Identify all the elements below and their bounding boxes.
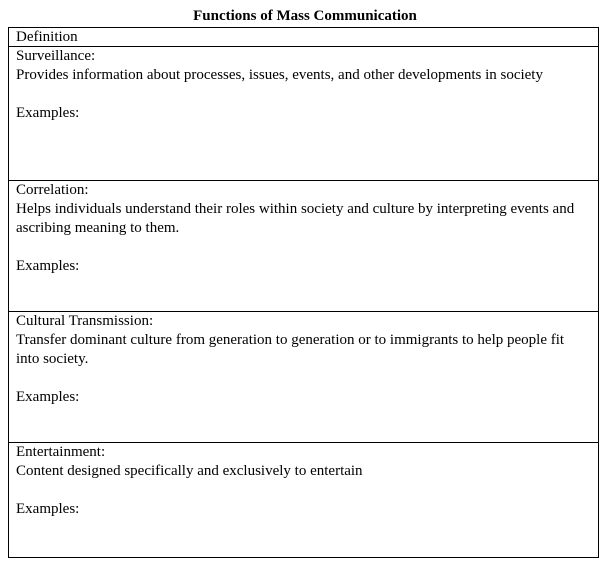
function-description: Helps individuals understand their roles within society and culture by interpreting events and ascribing meaning to them. (16, 201, 575, 236)
examples-label: Examples: (16, 501, 80, 517)
function-description: Transfer dominant culture from generation to generation or to immigrants to help people fit into society. (16, 332, 565, 367)
definition-header: Definition (16, 29, 78, 45)
function-description: Content designed specifically and exclusively to entertain (16, 463, 363, 479)
function-label: Cultural Transmission: (16, 313, 154, 329)
function-description: Provides information about processes, issues, events, and other developments in society (16, 67, 543, 83)
examples-label: Examples: (16, 105, 80, 121)
page-title: Functions of Mass Communication (193, 8, 417, 24)
table-header-row (9, 28, 598, 46)
function-row-correlation (9, 180, 598, 311)
function-label: Correlation: (16, 182, 89, 198)
function-row-entertainment (9, 442, 598, 557)
function-row-cultural-transmission (9, 311, 598, 442)
function-label: Entertainment: (16, 444, 106, 460)
examples-label: Examples: (16, 389, 80, 405)
examples-label: Examples: (16, 258, 80, 274)
functions-table (8, 27, 599, 558)
function-label: Surveillance: (16, 48, 96, 64)
function-row-surveillance (9, 46, 598, 180)
